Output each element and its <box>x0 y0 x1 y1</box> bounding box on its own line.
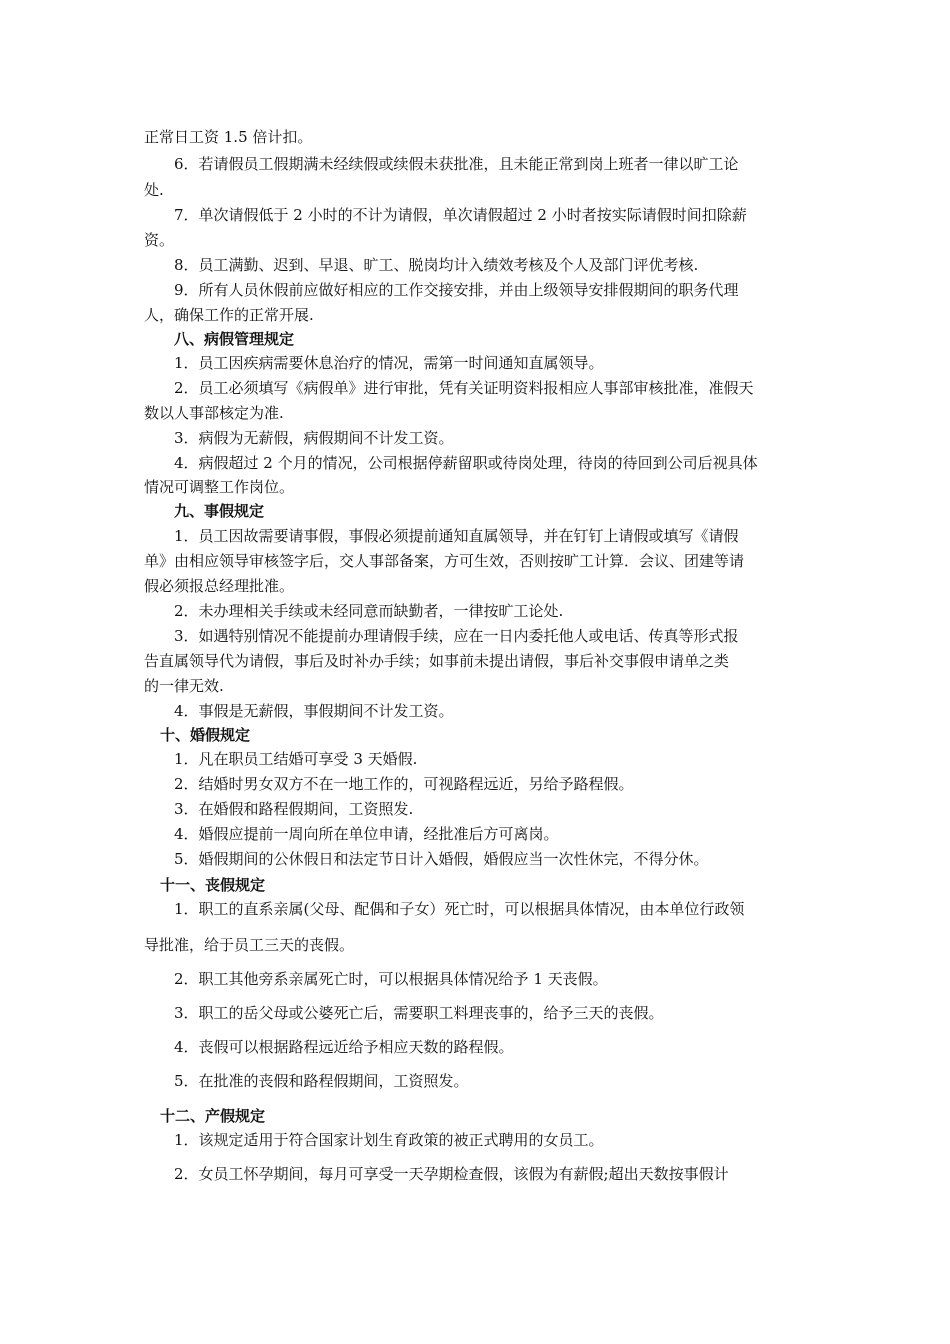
paragraph-line: 数以人事部核定为准. <box>144 404 284 422</box>
list-item: 3．如遇特别情况不能提前办理请假手续，应在一日内委托他人或电话、传真等形式报 <box>174 627 739 645</box>
list-item: 3．病假为无薪假，病假期间不计发工资。 <box>174 429 454 447</box>
list-item: 2．未办理相关手续或未经同意而缺勤者，一律按旷工论处. <box>174 602 564 620</box>
list-item: 2．员工必须填写《病假单》进行审批，凭有关证明资料报相应人事部审核批准，准假天 <box>174 379 754 397</box>
list-item: 4．丧假可以根据路程远近给予相应天数的路程假。 <box>174 1038 514 1056</box>
paragraph-line: 处. <box>144 181 164 199</box>
paragraph-line: 情况可调整工作岗位。 <box>144 478 295 496</box>
list-item: 3．职工的岳父母或公婆死亡后，需要职工料理丧事的，给予三天的丧假。 <box>174 1004 664 1022</box>
paragraph-line: 正常日工资 1.5 倍计扣。 <box>144 128 313 146</box>
list-item: 4．事假是无薪假，事假期间不计发工资。 <box>174 702 454 720</box>
list-item: 2．职工其他旁系亲属死亡时，可以根据具体情况给予 1 天丧假。 <box>174 970 608 988</box>
list-item: 2．女员工怀孕期间，每月可享受一天孕期检查假，该假为有薪假;超出天数按事假计 <box>174 1165 729 1183</box>
list-item: 6．若请假员工假期满未经续假或续假未获批准，且未能正常到岗上班者一律以旷工论 <box>174 155 739 173</box>
list-item: 1．职工的直系亲属(父母、配偶和子女）死亡时，可以根据具体情况，由本单位行政领 <box>174 900 745 918</box>
paragraph-line: 资。 <box>144 231 175 249</box>
section-heading: 十、婚假规定 <box>160 726 251 744</box>
list-item: 1．员工因故需要请事假，事假必须提前通知直属领导，并在钉钉上请假或填写《请假 <box>174 527 739 545</box>
section-heading: 九、事假规定 <box>174 502 265 520</box>
paragraph-line: 导批准，给于员工三天的丧假。 <box>144 936 355 954</box>
paragraph-line: 人，确保工作的正常开展. <box>144 306 314 324</box>
list-item: 8．员工满勤、迟到、早退、旷工、脱岗均计入绩效考核及个人及部门评优考核. <box>174 256 699 274</box>
list-item: 1．该规定适用于符合国家计划生育政策的被正式聘用的女员工。 <box>174 1131 604 1149</box>
paragraph-line: 的一律无效. <box>144 677 224 695</box>
list-item: 3．在婚假和路程假期间，工资照发. <box>174 800 414 818</box>
list-item: 5．在批准的丧假和路程假期间，工资照发。 <box>174 1072 469 1090</box>
list-item: 4．婚假应提前一周向所在单位申请，经批准后方可离岗。 <box>174 825 559 843</box>
list-item: 2．结婚时男女双方不在一地工作的，可视路程远近，另给予路程假。 <box>174 775 634 793</box>
paragraph-line: 告直属领导代为请假，事后及时补办手续；如事前未提出请假，事后补交事假申请单之类 <box>144 652 730 670</box>
list-item: 4．病假超过 2 个月的情况，公司根据停薪留职或待岗处理，待岗的待回到公司后视具体 <box>174 454 758 472</box>
section-heading: 十一、丧假规定 <box>160 876 266 894</box>
list-item: 1．员工因疾病需要休息治疗的情况，需第一时间通知直属领导。 <box>174 354 604 372</box>
paragraph-line: 假必须报总经理批准。 <box>144 577 295 595</box>
list-item: 9．所有人员休假前应做好相应的工作交接安排，并由上级领导安排假期间的职务代理 <box>174 281 739 299</box>
list-item: 1．凡在职员工结婚可享受 3 天婚假. <box>174 750 418 768</box>
section-heading: 八、病假管理规定 <box>174 330 295 348</box>
section-heading: 十二、产假规定 <box>160 1107 266 1125</box>
paragraph-line: 单》由相应领导审核签字后，交人事部备案，方可生效，否则按旷工计算．会议、团建等请 <box>144 552 745 570</box>
list-item: 7．单次请假低于 2 小时的不计为请假，单次请假超过 2 小时者按实际请假时间扣除薪 <box>174 206 747 224</box>
list-item: 5．婚假期间的公休假日和法定节日计入婚假，婚假应当一次性休完，不得分休。 <box>174 850 709 868</box>
